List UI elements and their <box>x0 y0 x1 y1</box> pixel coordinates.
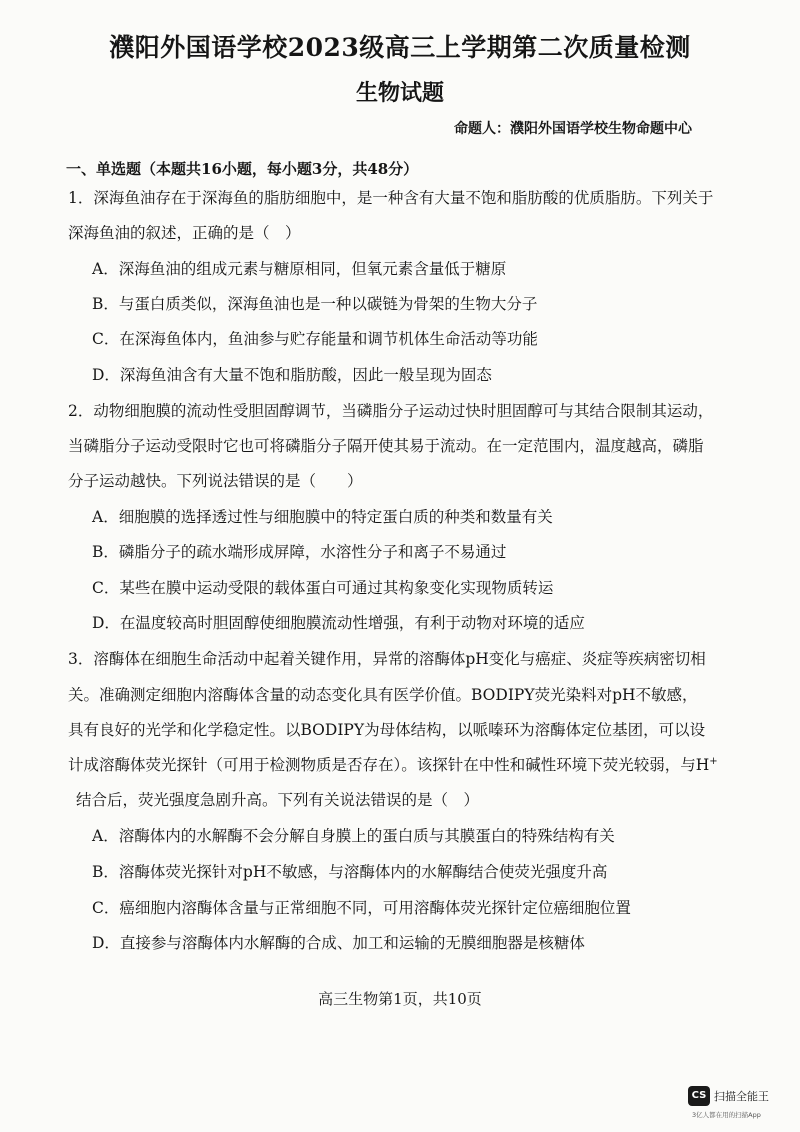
option-a: A．细胞膜的选择透过性与细胞膜中的特定蛋白质的种类和数量有关 <box>92 508 553 526</box>
option-d: D．深海鱼油含有大量不饱和脂肪酸，因此一般呈现为固态 <box>92 366 492 384</box>
stem-text: 计成溶酶体荧光探针（可用于检测物质是否存在）。该探针在中性和碱性环境下荧光较弱，与H <box>68 756 710 774</box>
page-title: 濮阳外国语学校2023级高三上学期第二次质量检测 <box>109 33 691 62</box>
question-stem-line: 2．动物细胞膜的流动性受胆固醇调节，当磷脂分子运动过快时胆固醇可与其结合限制其运动， <box>68 402 714 420</box>
page-footer: 高三生物第1页，共10页 <box>318 990 482 1008</box>
option-c: C．在深海鱼体内，鱼油参与贮存能量和调节机体生命活动等功能 <box>92 330 538 348</box>
page-subtitle: 生物试题 <box>355 80 444 106</box>
question-stem-line: 结合后，荧光强度急剧升高。下列有关说法错误的是（ ） <box>76 791 480 809</box>
question-stem-line: 分子运动越快。下列说法错误的是（ ） <box>68 472 363 490</box>
superscript-plus: + <box>709 755 718 767</box>
author-line: 命题人：濮阳外国语学校生物命题中心 <box>454 121 692 137</box>
question-stem-line: 1．深海鱼油存在于深海鱼的脂肪细胞中，是一种含有大量不饱和脂肪酸的优质脂肪。下列关于 <box>68 189 714 207</box>
question-stem-line: 3．溶酶体在细胞生命活动中起着关键作用，异常的溶酶体pH变化与癌症、炎症等疾病密切相 <box>68 650 706 668</box>
option-a: A．深海鱼油的组成元素与糖原相同，但氧元素含量低于糖原 <box>92 260 507 278</box>
option-d: D．在温度较高时胆固醇使细胞膜流动性增强，有利于动物对环境的适应 <box>92 614 585 632</box>
watermark-name: 扫描全能王 <box>714 1090 769 1103</box>
question-stem-line: 具有良好的光学和化学稳定性。以BODIPY为母体结构，以哌嗪环为溶酶体定位基团，可以设 <box>68 721 706 739</box>
question-stem-line: 关。准确测定细胞内溶酶体含量的动态变化具有医学价值。BODIPY荧光染料对pH不敏感， <box>68 686 698 704</box>
option-b: B．溶酶体荧光探针对pH不敏感，与溶酶体内的水解酶结合使荧光强度升高 <box>92 863 608 881</box>
watermark-tagline: 3亿人都在用的扫描App <box>692 1111 761 1119</box>
question-stem-line <box>68 755 718 774</box>
option-b: B．磷脂分子的疏水端形成屏障，水溶性分子和离子不易通过 <box>92 543 507 561</box>
section-heading: 一、单选题（本题共16小题，每小题3分，共48分） <box>66 160 419 178</box>
option-d: D．直接参与溶酶体内水解酶的合成、加工和运输的无膜细胞器是核糖体 <box>92 934 585 952</box>
question-stem-line: 深海鱼油的叙述，正确的是（ ） <box>68 224 301 242</box>
option-c: C．癌细胞内溶酶体含量与正常细胞不同，可用溶酶体荧光探针定位癌细胞位置 <box>92 899 631 917</box>
option-a: A．溶酶体内的水解酶不会分解自身膜上的蛋白质与其膜蛋白的特殊结构有关 <box>92 827 615 845</box>
option-b: B．与蛋白质类似，深海鱼油也是一种以碳链为骨架的生物大分子 <box>92 295 538 313</box>
camscanner-logo-icon: CS <box>688 1086 710 1106</box>
scanner-watermark <box>688 1084 792 1124</box>
question-stem-line: 当磷脂分子运动受限时它也可将磷脂分子隔开使其易于流动。在一定范围内，温度越高，磷脂 <box>68 437 704 455</box>
option-c: C．某些在膜中运动受限的载体蛋白可通过其构象变化实现物质转运 <box>92 579 554 597</box>
